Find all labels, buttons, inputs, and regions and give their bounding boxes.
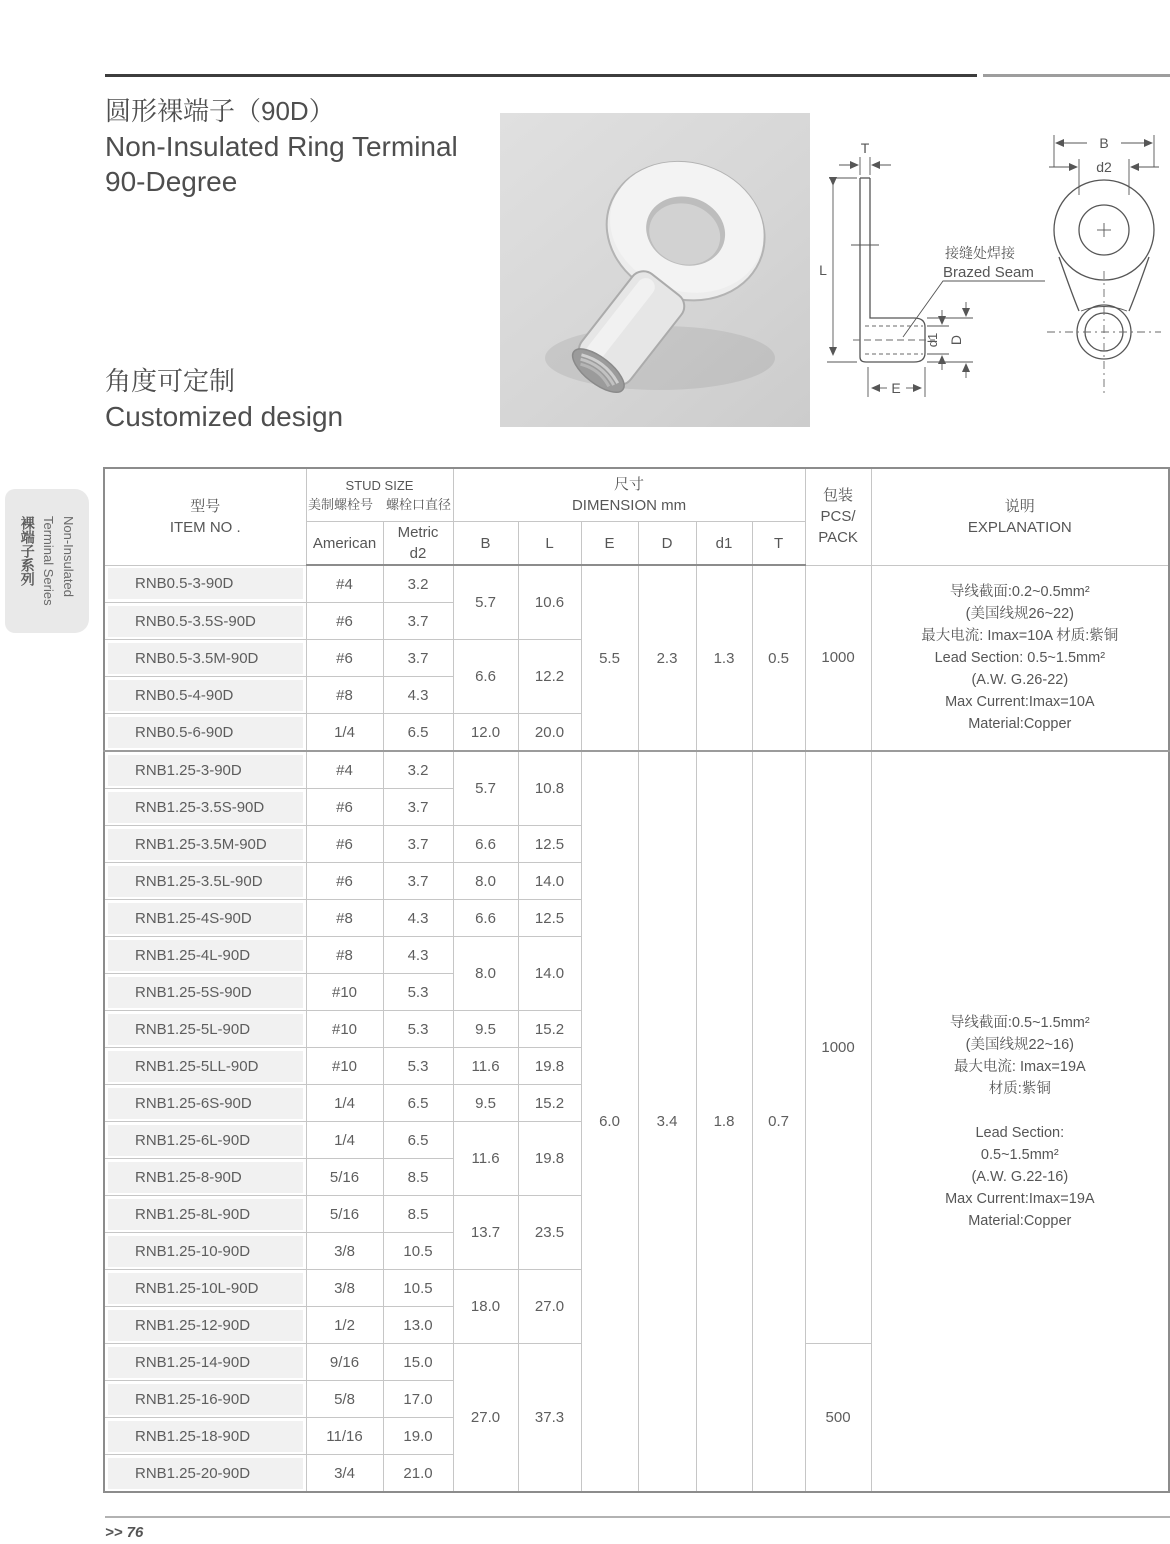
label-d1: d1	[925, 332, 940, 348]
explanation-line: Lead Section: 0.5~1.5mm²	[934, 649, 1106, 666]
stud-american: #6	[306, 640, 383, 677]
col-E-label: E	[604, 534, 615, 552]
dim-b: 5.7	[453, 751, 518, 826]
col-pack	[805, 468, 871, 565]
stud-american: #4	[306, 751, 383, 789]
stud-metric: 3.7	[383, 640, 453, 677]
dim-l: 19.8	[518, 1122, 581, 1196]
series-line-2: Terminal Series	[40, 516, 56, 606]
dim-e: 6.0	[581, 751, 638, 1492]
col-item-no	[104, 468, 306, 565]
stud-american: #8	[306, 937, 383, 974]
table-row	[104, 565, 1169, 603]
dim-l: 14.0	[518, 863, 581, 900]
col-dimension	[453, 468, 805, 522]
dim-T	[839, 157, 891, 175]
label-L: L	[819, 262, 827, 278]
item-no	[104, 1270, 306, 1307]
dim-l: 12.5	[518, 826, 581, 863]
table-header	[104, 468, 1169, 565]
item-label: RNB1.25-12-90D	[108, 1310, 303, 1341]
explanation-line: 0.5~1.5mm²	[980, 1146, 1059, 1163]
item-label: RNB1.25-3.5L-90D	[108, 866, 303, 897]
stud-metric: 8.5	[383, 1196, 453, 1233]
item-label: RNB1.25-10L-90D	[108, 1273, 303, 1304]
col-D-label: D	[661, 534, 673, 552]
dim-d1: 1.3	[696, 565, 752, 751]
stud-metric: 19.0	[383, 1418, 453, 1455]
brazed-seam-chinese: 接缝处焊接	[945, 245, 1015, 261]
item-label: RNB1.25-10-90D	[108, 1236, 303, 1267]
dim-b: 8.0	[453, 937, 518, 1011]
stud-metric: 8.5	[383, 1159, 453, 1196]
item-no	[104, 565, 306, 603]
series-side-tab-text	[16, 516, 78, 606]
stud-american: 1/4	[306, 1122, 383, 1159]
dim-b: 12.0	[453, 714, 518, 752]
item-no	[104, 751, 306, 789]
col-explanation	[871, 468, 1169, 565]
stud-metric: 3.2	[383, 565, 453, 603]
explanation-line: Material:Copper	[968, 1212, 1072, 1229]
item-label: RNB1.25-4S-90D	[108, 903, 303, 934]
series-side-tab	[5, 489, 89, 633]
title-english-1: Non-Insulated Ring Terminal	[105, 131, 458, 162]
dim-t: 0.7	[752, 751, 805, 1492]
stud-metric: 3.7	[383, 789, 453, 826]
col-B	[453, 522, 518, 566]
dim-l: 37.3	[518, 1344, 581, 1493]
dim-b: 11.6	[453, 1122, 518, 1196]
stud-american: 5/16	[306, 1196, 383, 1233]
col-metric-label: Metric	[397, 524, 439, 541]
item-no	[104, 1122, 306, 1159]
footer-rule	[105, 1516, 1170, 1518]
col-american	[306, 522, 383, 566]
item-no	[104, 1048, 306, 1085]
item-no	[104, 1381, 306, 1418]
stud-metric: 4.3	[383, 937, 453, 974]
spec-table-container	[103, 467, 1170, 1493]
stud-american: 11/16	[306, 1418, 383, 1455]
item-label: RNB1.25-5S-90D	[108, 977, 303, 1008]
stud-american: 9/16	[306, 1344, 383, 1381]
stud-metric: 5.3	[383, 1048, 453, 1085]
dim-b: 13.7	[453, 1196, 518, 1270]
dim-d1: 1.8	[696, 751, 752, 1492]
subtitle-english: Customized design	[105, 401, 344, 432]
col-B-label: B	[480, 534, 491, 552]
explanation-line: 导线截面:0.5~1.5mm²	[949, 1014, 1090, 1031]
series-line-1: Non-Insulated	[60, 516, 76, 598]
explanation-line: 导线截面:0.2~0.5mm²	[949, 583, 1090, 600]
dim-l: 20.0	[518, 714, 581, 752]
dim-t: 0.5	[752, 565, 805, 751]
col-stud-zh: 美制螺栓号 螺栓口直径	[308, 497, 452, 512]
item-no	[104, 937, 306, 974]
col-dim-en: DIMENSION mm	[571, 497, 687, 514]
item-no	[104, 974, 306, 1011]
dim-l: 12.2	[518, 640, 581, 714]
col-stud-size	[306, 468, 453, 522]
dim-b: 9.5	[453, 1085, 518, 1122]
item-no	[104, 640, 306, 677]
dim-l: 23.5	[518, 1196, 581, 1270]
item-no	[104, 863, 306, 900]
col-exp-zh: 说明	[1004, 497, 1035, 515]
col-american-label: American	[312, 534, 377, 552]
side-view-hidden-lines	[853, 326, 935, 354]
stud-metric: 10.5	[383, 1270, 453, 1307]
subtitle-chinese: 角度可定制	[105, 366, 236, 396]
stud-metric: 5.3	[383, 974, 453, 1011]
dim-l: 10.6	[518, 565, 581, 640]
col-dim-zh: 尺寸	[614, 476, 645, 493]
dim-l: 15.2	[518, 1085, 581, 1122]
item-label: RNB1.25-8L-90D	[108, 1199, 303, 1230]
dim-b: 11.6	[453, 1048, 518, 1085]
item-label: RNB0.5-6-90D	[108, 717, 303, 748]
item-label: RNB1.25-6L-90D	[108, 1125, 303, 1156]
stud-american: #6	[306, 863, 383, 900]
ring-terminal-photo-graphic	[500, 113, 810, 427]
title-chinese: 圆形裸端子（90D）	[105, 96, 335, 126]
explanation-line: Material:Copper	[968, 715, 1072, 732]
item-label: RNB1.25-3-90D	[108, 755, 303, 786]
dim-b: 9.5	[453, 1011, 518, 1048]
item-label: RNB1.25-5LL-90D	[108, 1051, 303, 1082]
dim-b: 8.0	[453, 863, 518, 900]
item-no	[104, 677, 306, 714]
stud-metric: 3.7	[383, 603, 453, 640]
page-number: >> 76	[105, 1524, 144, 1541]
dim-d: 2.3	[638, 565, 696, 751]
stud-metric: 13.0	[383, 1307, 453, 1344]
stud-metric: 5.3	[383, 1011, 453, 1048]
label-B: B	[1099, 135, 1109, 151]
brazed-seam-english: Brazed Seam	[943, 264, 1034, 281]
stud-american: 3/4	[306, 1455, 383, 1493]
spec-table	[103, 467, 1170, 1493]
stud-metric: 10.5	[383, 1233, 453, 1270]
explanation-line: (美国线规26~22)	[965, 605, 1074, 622]
stud-american: 1/4	[306, 714, 383, 752]
stud-american: #6	[306, 789, 383, 826]
stud-metric: 6.5	[383, 714, 453, 752]
pack-qty: 500	[805, 1344, 871, 1493]
item-label: RNB1.25-6S-90D	[108, 1088, 303, 1119]
stud-american: #6	[306, 603, 383, 640]
item-no	[104, 1196, 306, 1233]
dim-b: 6.6	[453, 640, 518, 714]
item-label: RNB0.5-3-90D	[108, 568, 303, 599]
explanation-line: 最大电流: Imax=10A 材质:紫铜	[921, 627, 1119, 644]
dim-l: 10.8	[518, 751, 581, 826]
item-label: RNB1.25-3.5S-90D	[108, 792, 303, 823]
item-no	[104, 1344, 306, 1381]
side-view-outline	[851, 178, 925, 362]
label-d2: d2	[1096, 159, 1112, 175]
stud-american: 1/2	[306, 1307, 383, 1344]
technical-drawing	[815, 105, 1170, 455]
group-rnb05	[104, 565, 1169, 751]
explanation-line: 最大电流: Imax=19A	[953, 1058, 1086, 1075]
col-E	[581, 522, 638, 566]
explanation-line: 材质:紫铜	[988, 1080, 1051, 1097]
item-no	[104, 1233, 306, 1270]
dim-l: 19.8	[518, 1048, 581, 1085]
item-no	[104, 900, 306, 937]
item-label: RNB1.25-16-90D	[108, 1384, 303, 1415]
stud-american: #10	[306, 1011, 383, 1048]
col-L-label: L	[545, 534, 554, 552]
stud-american: #10	[306, 974, 383, 1011]
item-no	[104, 603, 306, 640]
col-pack-zh: 包装	[823, 487, 854, 505]
item-label: RNB0.5-3.5M-90D	[108, 643, 303, 674]
item-label: RNB1.25-20-90D	[108, 1458, 303, 1489]
stud-american: 3/8	[306, 1270, 383, 1307]
group-rnb125	[104, 751, 1169, 1492]
stud-american: #8	[306, 677, 383, 714]
label-E: E	[891, 380, 901, 396]
page-subtitle	[105, 364, 343, 434]
stud-metric: 6.5	[383, 1122, 453, 1159]
col-item-en: ITEM NO .	[169, 518, 241, 536]
dim-b: 6.6	[453, 826, 518, 863]
col-T-label: T	[773, 534, 784, 552]
stud-metric: 17.0	[383, 1381, 453, 1418]
col-stud-en: STUD SIZE	[345, 478, 414, 493]
brazed-seam-leader	[903, 281, 1045, 337]
item-no	[104, 1418, 306, 1455]
explanation-line: (A.W. G.26-22)	[971, 671, 1069, 688]
stud-metric: 3.2	[383, 751, 453, 789]
dim-L	[827, 178, 857, 362]
col-metric	[383, 522, 453, 566]
explanation	[871, 751, 1169, 1492]
col-pack-en2: PACK	[818, 529, 858, 547]
stud-metric: 3.7	[383, 863, 453, 900]
item-label: RNB1.25-5L-90D	[108, 1014, 303, 1045]
col-d1	[696, 522, 752, 566]
item-no	[104, 789, 306, 826]
dim-b: 27.0	[453, 1344, 518, 1493]
item-no	[104, 1159, 306, 1196]
header-rule-dark	[105, 74, 977, 77]
item-label: RNB1.25-4L-90D	[108, 940, 303, 971]
col-D	[638, 522, 696, 566]
stud-metric: 4.3	[383, 900, 453, 937]
item-label: RNB1.25-18-90D	[108, 1421, 303, 1452]
product-photo	[500, 113, 810, 427]
dim-b: 5.7	[453, 565, 518, 640]
dim-e: 5.5	[581, 565, 638, 751]
explanation-line	[872, 1100, 1169, 1122]
explanation-line: Max Current:Imax=19A	[945, 1190, 1095, 1207]
header-rule-light	[983, 74, 1170, 77]
item-label: RNB1.25-3.5M-90D	[108, 829, 303, 860]
col-L	[518, 522, 581, 566]
explanation-line: (美国线规22~16)	[965, 1036, 1074, 1053]
stud-american: #8	[306, 900, 383, 937]
stud-metric: 21.0	[383, 1455, 453, 1493]
header-row-1	[104, 468, 1169, 522]
dim-l: 27.0	[518, 1270, 581, 1344]
item-label: RNB0.5-3.5S-90D	[108, 606, 303, 637]
col-exp-en: EXPLANATION	[967, 518, 1072, 536]
stud-metric: 4.3	[383, 677, 453, 714]
explanation-line: Max Current:Imax=10A	[945, 693, 1095, 710]
explanation-line: Lead Section:	[975, 1124, 1065, 1141]
stud-metric: 3.7	[383, 826, 453, 863]
dim-l: 12.5	[518, 900, 581, 937]
stud-metric: 15.0	[383, 1344, 453, 1381]
col-T	[752, 522, 805, 566]
explanation	[871, 565, 1169, 751]
item-label: RNB0.5-4-90D	[108, 680, 303, 711]
title-english-2: 90-Degree	[105, 166, 238, 197]
page-title	[105, 94, 458, 199]
table-row	[104, 751, 1169, 789]
dim-d: 3.4	[638, 751, 696, 1492]
col-item-zh: 型号	[190, 497, 221, 515]
item-no	[104, 1307, 306, 1344]
stud-american: 5/16	[306, 1159, 383, 1196]
label-D: D	[948, 334, 964, 346]
dim-l: 14.0	[518, 937, 581, 1011]
stud-american: #10	[306, 1048, 383, 1085]
explanation-line: (A.W. G.22-16)	[971, 1168, 1069, 1185]
stud-metric: 6.5	[383, 1085, 453, 1122]
item-no	[104, 714, 306, 752]
series-line-3: 裸端子系列	[19, 516, 36, 587]
stud-american: #4	[306, 565, 383, 603]
item-no	[104, 1455, 306, 1493]
dim-b: 18.0	[453, 1270, 518, 1344]
stud-american: 1/4	[306, 1085, 383, 1122]
col-pack-en1: PCS/	[820, 508, 856, 526]
item-label: RNB1.25-14-90D	[108, 1347, 303, 1378]
col-metric-sub: d2	[409, 545, 427, 562]
item-no	[104, 826, 306, 863]
dim-b: 6.6	[453, 900, 518, 937]
pack-qty: 1000	[805, 751, 871, 1344]
stud-american: 5/8	[306, 1381, 383, 1418]
item-no	[104, 1085, 306, 1122]
dim-l: 15.2	[518, 1011, 581, 1048]
item-no	[104, 1011, 306, 1048]
pack-qty: 1000	[805, 565, 871, 751]
item-label: RNB1.25-8-90D	[108, 1162, 303, 1193]
front-view-centerlines	[1047, 271, 1161, 393]
stud-american: 3/8	[306, 1233, 383, 1270]
col-d1-label: d1	[715, 534, 733, 552]
label-T: T	[860, 140, 870, 156]
stud-american: #6	[306, 826, 383, 863]
